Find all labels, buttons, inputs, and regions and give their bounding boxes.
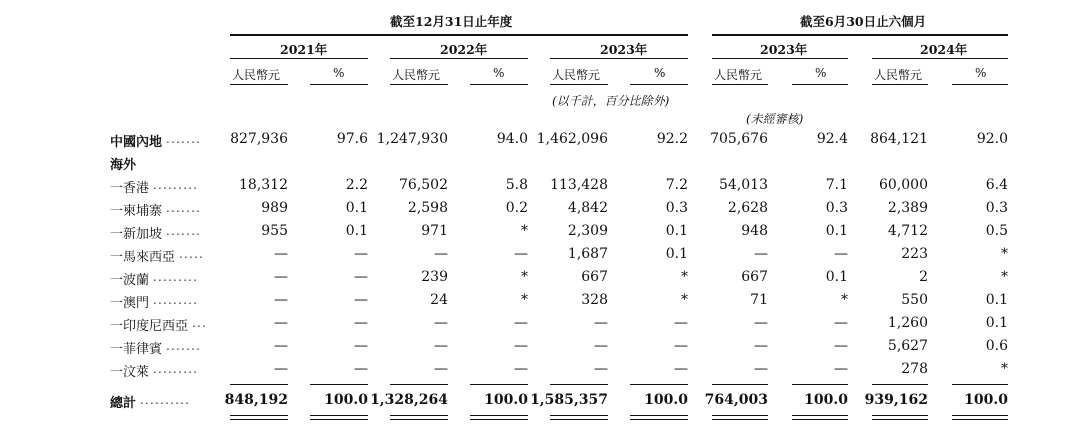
total-double-rule bbox=[310, 419, 368, 420]
total-double-rule bbox=[872, 419, 928, 420]
table-cell: 7.2 bbox=[665, 177, 688, 193]
table-cell: 1,328,264 bbox=[370, 392, 448, 408]
table-cell: — bbox=[354, 315, 368, 331]
table-cell: 0.3 bbox=[825, 200, 848, 216]
table-cell: 989 bbox=[261, 200, 288, 216]
table-cell: 0.5 bbox=[985, 223, 1008, 239]
table-cell: 2,598 bbox=[407, 200, 448, 216]
table-cell: 1,247,930 bbox=[376, 131, 448, 147]
note-unaudited: (未經審核) bbox=[746, 112, 804, 126]
table-cell: — bbox=[834, 246, 848, 262]
year-header: 2023年 bbox=[760, 42, 808, 57]
table-cell: — bbox=[354, 246, 368, 262]
leader-dots: .......... bbox=[140, 393, 191, 407]
table-cell: 100.0 bbox=[964, 392, 1008, 408]
subtotal-rule bbox=[630, 384, 688, 385]
leader-dots: ....... bbox=[166, 201, 202, 215]
table-cell: 667 bbox=[741, 269, 768, 285]
table-cell: — bbox=[594, 361, 608, 377]
table-cell: 18,312 bbox=[239, 177, 288, 193]
table-cell: — bbox=[514, 315, 528, 331]
leader-dots: ......... bbox=[153, 293, 199, 307]
row-label: 一澳門 bbox=[110, 296, 150, 311]
year-rule bbox=[550, 58, 688, 59]
period-header-half-year: 截至6月30日止六個月 bbox=[800, 14, 927, 29]
leader-dots: ....... bbox=[166, 339, 202, 353]
table-cell: 0.2 bbox=[505, 200, 528, 216]
leader-dots: ....... bbox=[166, 224, 202, 238]
total-double-rule bbox=[230, 419, 288, 420]
unit-rmb-header: 人民幣元 bbox=[392, 68, 441, 82]
table-cell: * bbox=[521, 269, 528, 285]
table-cell: — bbox=[514, 338, 528, 354]
header-rule-full-year bbox=[230, 34, 688, 36]
table-cell: — bbox=[274, 269, 288, 285]
table-cell: * bbox=[681, 269, 688, 285]
table-cell: — bbox=[754, 361, 768, 377]
table-cell: 827,936 bbox=[230, 131, 288, 147]
total-double-rule bbox=[470, 415, 528, 416]
total-double-rule bbox=[952, 415, 1008, 416]
table-cell: — bbox=[514, 361, 528, 377]
subtotal-rule bbox=[550, 384, 608, 385]
unit-rmb-header: 人民幣元 bbox=[714, 68, 763, 82]
table-cell: 0.6 bbox=[985, 338, 1008, 354]
table-cell: — bbox=[354, 361, 368, 377]
table-cell: * bbox=[521, 223, 528, 239]
table-cell: 100.0 bbox=[644, 392, 688, 408]
table-cell: — bbox=[754, 246, 768, 262]
table-cell: — bbox=[354, 338, 368, 354]
table-cell: — bbox=[354, 292, 368, 308]
table-cell: — bbox=[354, 269, 368, 285]
unit-rule bbox=[310, 84, 368, 85]
leader-dots: ....... bbox=[166, 132, 202, 146]
table-cell: — bbox=[274, 292, 288, 308]
table-cell: 955 bbox=[261, 223, 288, 239]
table-cell: 2,389 bbox=[887, 200, 928, 216]
year-rule bbox=[230, 58, 368, 59]
table-cell: * bbox=[1001, 361, 1008, 377]
table-cell: 0.1 bbox=[985, 292, 1008, 308]
table-cell: 5,627 bbox=[887, 338, 928, 354]
year-header: 2022年 bbox=[440, 42, 488, 57]
unit-rule bbox=[712, 84, 768, 85]
table-cell: 6.4 bbox=[985, 177, 1008, 193]
table-cell: 550 bbox=[901, 292, 928, 308]
table-cell: — bbox=[674, 338, 688, 354]
unit-rule bbox=[470, 84, 528, 85]
table-cell: 2,628 bbox=[727, 200, 768, 216]
row-label: 一波蘭 bbox=[110, 273, 150, 288]
table-cell: 0.1 bbox=[345, 200, 368, 216]
table-cell: * bbox=[681, 292, 688, 308]
subtotal-rule bbox=[470, 384, 528, 385]
year-rule bbox=[872, 58, 1008, 59]
row-label: 一印度尼西亞 bbox=[110, 319, 189, 334]
table-cell: 54,013 bbox=[719, 177, 768, 193]
table-cell: — bbox=[434, 246, 448, 262]
table-cell: 2,309 bbox=[567, 223, 608, 239]
table-cell: 705,676 bbox=[710, 131, 768, 147]
unit-pct-header: % bbox=[333, 66, 345, 80]
table-cell: — bbox=[274, 338, 288, 354]
table-cell: 5.8 bbox=[505, 177, 528, 193]
table-cell: 71 bbox=[750, 292, 768, 308]
table-cell: 1,585,357 bbox=[530, 392, 608, 408]
table-cell: 939,162 bbox=[864, 392, 928, 408]
unit-rmb-header: 人民幣元 bbox=[874, 68, 923, 82]
unit-rule bbox=[792, 84, 848, 85]
table-cell: 97.6 bbox=[336, 131, 368, 147]
table-cell: 948 bbox=[741, 223, 768, 239]
year-rule bbox=[390, 58, 528, 59]
table-cell: 92.2 bbox=[656, 131, 688, 147]
subtotal-rule bbox=[792, 384, 848, 385]
leader-dots: ......... bbox=[153, 178, 199, 192]
table-cell: 1,462,096 bbox=[536, 131, 608, 147]
total-double-rule bbox=[230, 415, 288, 416]
unit-pct-header: % bbox=[975, 66, 987, 80]
table-cell: — bbox=[274, 361, 288, 377]
year-header: 2024年 bbox=[920, 42, 968, 57]
table-cell: 92.0 bbox=[976, 131, 1008, 147]
unit-rmb-header: 人民幣元 bbox=[552, 68, 601, 82]
subtotal-rule bbox=[952, 384, 1008, 385]
total-double-rule bbox=[630, 415, 688, 416]
row-label: 一新加坡 bbox=[110, 227, 163, 242]
total-double-rule bbox=[872, 415, 928, 416]
table-cell: 4,712 bbox=[887, 223, 928, 239]
table-cell: * bbox=[521, 292, 528, 308]
table-cell: 100.0 bbox=[484, 392, 528, 408]
table-cell: 223 bbox=[901, 246, 928, 262]
table-cell: 94.0 bbox=[496, 131, 528, 147]
table-cell: 864,121 bbox=[870, 131, 928, 147]
table-cell: — bbox=[514, 246, 528, 262]
leader-dots: ... bbox=[192, 316, 208, 330]
leader-dots: ..... bbox=[179, 247, 205, 261]
table-cell: 60,000 bbox=[879, 177, 928, 193]
table-cell: — bbox=[674, 315, 688, 331]
table-cell: 0.1 bbox=[985, 315, 1008, 331]
year-header: 2023年 bbox=[600, 42, 648, 57]
row-label: 一香港 bbox=[110, 181, 150, 196]
table-cell: * bbox=[1001, 269, 1008, 285]
table-cell: 76,502 bbox=[399, 177, 448, 193]
table-cell: — bbox=[434, 361, 448, 377]
table-cell: — bbox=[834, 361, 848, 377]
unit-pct-header: % bbox=[654, 66, 666, 80]
table-cell: — bbox=[434, 315, 448, 331]
leader-dots: ......... bbox=[153, 270, 199, 284]
table-cell: 239 bbox=[421, 269, 448, 285]
row-label: 一柬埔寨 bbox=[110, 204, 163, 219]
table-cell: 971 bbox=[421, 223, 448, 239]
year-header: 2021年 bbox=[280, 42, 328, 57]
total-double-rule bbox=[952, 419, 1008, 420]
row-label: 一馬來西亞 bbox=[110, 250, 176, 265]
table-cell: — bbox=[434, 338, 448, 354]
table-cell: 0.1 bbox=[825, 269, 848, 285]
row-label: 一汶萊 bbox=[110, 365, 150, 380]
table-cell: — bbox=[754, 338, 768, 354]
table-cell: 24 bbox=[430, 292, 448, 308]
unit-rule bbox=[952, 84, 1008, 85]
unit-rule bbox=[390, 84, 448, 85]
total-double-rule bbox=[550, 419, 608, 420]
table-cell: — bbox=[754, 315, 768, 331]
table-cell: 848,192 bbox=[224, 392, 288, 408]
table-cell: 92.4 bbox=[816, 131, 848, 147]
table-cell: 328 bbox=[581, 292, 608, 308]
table-cell: 0.1 bbox=[665, 223, 688, 239]
table-cell: 0.1 bbox=[825, 223, 848, 239]
table-cell: 1,260 bbox=[887, 315, 928, 331]
total-double-rule bbox=[390, 415, 448, 416]
row-label: 中國內地 bbox=[110, 135, 163, 150]
table-cell: 7.1 bbox=[825, 177, 848, 193]
note-thousands: (以千計，百分比除外) bbox=[552, 94, 670, 108]
header-rule-half-year bbox=[712, 34, 1008, 36]
table-cell: 0.3 bbox=[665, 200, 688, 216]
unit-pct-header: % bbox=[815, 66, 827, 80]
table-cell: 764,003 bbox=[704, 392, 768, 408]
total-double-rule bbox=[310, 415, 368, 416]
year-rule bbox=[712, 58, 848, 59]
total-double-rule bbox=[470, 419, 528, 420]
table-cell: 2 bbox=[919, 269, 928, 285]
table-cell: 100.0 bbox=[324, 392, 368, 408]
table-cell: 0.1 bbox=[345, 223, 368, 239]
subtotal-rule bbox=[872, 384, 928, 385]
table-cell: 667 bbox=[581, 269, 608, 285]
subtotal-rule bbox=[712, 384, 768, 385]
table-cell: 4,842 bbox=[567, 200, 608, 216]
unit-rule bbox=[630, 84, 688, 85]
row-label: 一菲律賓 bbox=[110, 342, 163, 357]
table-cell: 0.3 bbox=[985, 200, 1008, 216]
table-cell: 1,687 bbox=[567, 246, 608, 262]
total-double-rule bbox=[792, 415, 848, 416]
table-cell: 100.0 bbox=[804, 392, 848, 408]
table-cell: — bbox=[274, 246, 288, 262]
table-cell: 2.2 bbox=[345, 177, 368, 193]
subtotal-rule bbox=[230, 384, 288, 385]
unit-rule bbox=[230, 84, 288, 85]
table-cell: — bbox=[594, 315, 608, 331]
table-cell: * bbox=[841, 292, 848, 308]
table-cell: 0.1 bbox=[665, 246, 688, 262]
unit-pct-header: % bbox=[493, 66, 505, 80]
total-double-rule bbox=[390, 419, 448, 420]
table-cell: 113,428 bbox=[550, 177, 608, 193]
table-cell: — bbox=[594, 338, 608, 354]
unit-rule bbox=[872, 84, 928, 85]
total-double-rule bbox=[712, 419, 768, 420]
table-cell: * bbox=[1001, 246, 1008, 262]
table-cell: 278 bbox=[901, 361, 928, 377]
leader-dots: ......... bbox=[153, 362, 199, 376]
total-double-rule bbox=[792, 419, 848, 420]
table-cell: — bbox=[834, 315, 848, 331]
table-cell: — bbox=[834, 338, 848, 354]
unit-rmb-header: 人民幣元 bbox=[232, 68, 281, 82]
unit-rule bbox=[550, 84, 608, 85]
subtotal-rule bbox=[390, 384, 448, 385]
period-header-full-year: 截至12月31日止年度 bbox=[390, 14, 513, 29]
row-label: 總計 bbox=[110, 396, 137, 411]
row-label: 海外 bbox=[110, 158, 137, 173]
subtotal-rule bbox=[310, 384, 368, 385]
total-double-rule bbox=[630, 419, 688, 420]
table-cell: — bbox=[674, 361, 688, 377]
total-double-rule bbox=[550, 415, 608, 416]
table-cell: — bbox=[274, 315, 288, 331]
total-double-rule bbox=[712, 415, 768, 416]
